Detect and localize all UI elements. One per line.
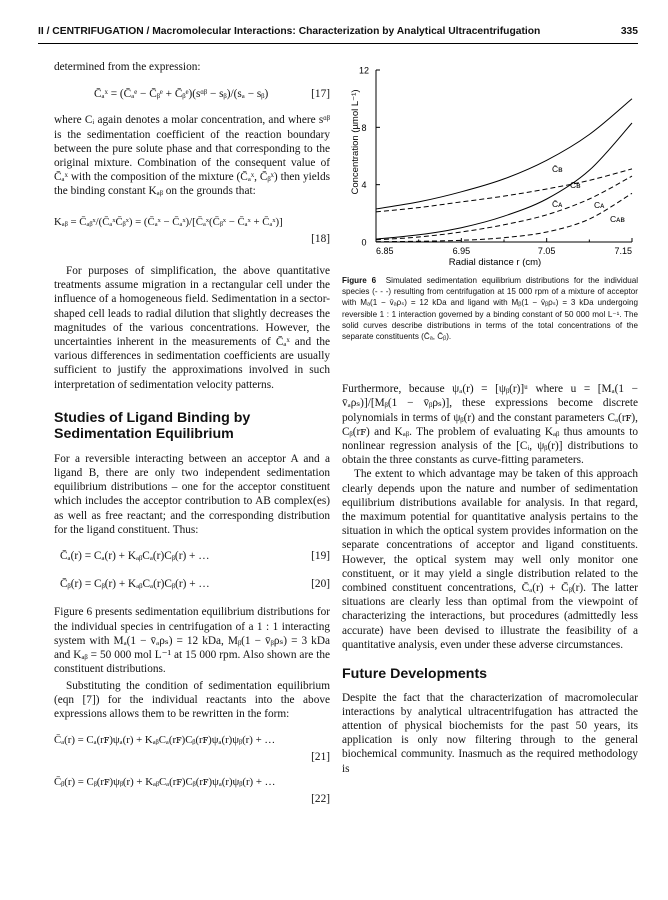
paragraph-future: Despite the fact that the characterization of macromolecular interactions by analytical ultracentrifugation has attracted the attention of physical biochemists for the past 50 years, its application is only now filtering through to the general biochemical community. Inasmuch as the required methodology is: [342, 691, 638, 775]
y-tick-label: 4: [361, 180, 367, 191]
curve-label: Cᴀ: [594, 200, 605, 210]
equation-18-body: Kₐᵦ = C̄ₐᵦˣ/(C̄ₐˣC̄ᵦˣ) = (C̄ₐˣ − C̄ₐˣ)/[C̄ₐˣ(C̄ᵦˣ − C̄ₐˣ + C̄ₐˣ)]: [54, 215, 283, 228]
equation-18: [54, 215, 330, 229]
running-title: II / CENTRIFUGATION / Macromolecular Interactions: Characterization by Analytical Ultracentrifugation: [38, 26, 541, 37]
curve-label: C̄ʙ: [552, 164, 563, 174]
equation-17-body: C̄ₐˣ = (C̄ₐᵉ − C̄ᵦᵉ + C̄ᵦᵉ)(sᵅᵝ − sᵦ)/(sₐ − sᵦ): [94, 88, 269, 101]
equation-19-body: C̄ₐ(r) = Cₐ(r) + KₐᵦCₐ(r)Cᵦ(r) + …: [60, 550, 210, 563]
equation-20: [54, 577, 330, 591]
right-column: [342, 275, 638, 776]
paragraph-where: where Cᵢ again denotes a molar concentration, and where sᵅᵝ is the sedimentation coefficient of the reaction boundary between the pure solute phase and that corresponding to the original mixture. Combination of the consequent value of C̄ₐˣ with the composition of the mixture (C̄ₐˣ, C̄ᵦˣ) then yields the binding constant Kₐᵦ on the grounds that:: [54, 114, 330, 198]
x-tick-label: 7.15: [614, 246, 632, 256]
equation-17-number: [17]: [311, 88, 330, 101]
paragraph-extent: The extent to which advantage may be taken of this approach clearly depends upon the nature and number of sedimentation equilibrium distributions available for analysis. In that regard, the maximum potential for quantitative analysis pertains to the situation in which the optical system provides information on the separate concentrations of acceptor and ligand constituents. However, the optical system may well only monitor one constituent, or it may yield a single distribution related to the combined constituent concentrations, C̄ₐ(r) + C̄ᵦ(r). The latter situations are clearly less than optimal from the viewpoint of characterizing the interactions, but procedures (admittedly less accurate) have been devised to illustrate the feasibility of a quantitative analysis, even under these adverse circumstances.: [342, 468, 638, 651]
left-column: [54, 60, 330, 806]
paragraph-furthermore: Furthermore, because ψₐ(r) = [ψᵦ(r)]ᵘ where u = [Mₐ(1 − v̄ₐρₛ)]/[Mᵦ(1 − v̄ᵦρₛ)], these expressions become discrete polynomials in terms of ψᵦ(r) and the constant parameters Cₐ(rꜰ), Cᵦ(rꜰ) and Kₐᵦ. The problem of evaluating Kₐᵦ thus amounts to nonlinear regression analysis of the [Cᵢ, ψᵦ(r)] distributions to obtain the three constants as curve-fitting parameters.: [342, 383, 638, 467]
figure-6-chart: [342, 62, 638, 270]
equation-22: [54, 775, 330, 789]
y-tick-label: 8: [361, 122, 367, 133]
x-tick-label: 7.05: [537, 246, 556, 256]
series-total-ligand: [376, 99, 632, 209]
y-tick-label: 12: [358, 65, 370, 76]
y-tick-label: 0: [361, 237, 367, 248]
paragraph-figure6: Figure 6 presents sedimentation equilibrium distributions for the individual species in centrifugation of a 1 : 1 interacting system with Mₐ(1 − v̄ₐρₛ) = 12 kDa, Mᵦ(1 − v̄ᵦρₛ) = 3 kDa and Kₐᵦ = 50 000 mol L⁻¹ at 15 000 rpm. Also shown are the constituent distributions.: [54, 606, 330, 676]
curve-label: Cᴀʙ: [610, 214, 625, 224]
header-rule: [38, 43, 638, 44]
equation-19: [54, 549, 330, 563]
equation-22-body: C̄ᵦ(r) = Cᵦ(rꜰ)ψᵦ(r) + KₐᵦCₐ(rꜰ)Cᵦ(rꜰ)ψₐ(r)ψᵦ(r) + …: [54, 775, 276, 788]
page-number: 335: [620, 26, 638, 37]
curve-label: C̄ᴀ: [552, 199, 563, 209]
x-tick-label: 6.85: [376, 246, 394, 256]
equation-17: [54, 87, 330, 101]
paragraph-simplification: For purposes of simplification, the above quantitative treatments assume migration in a rectangular cell under the influence of a homogeneous field. Sedimentation in a sector-shaped cell leads to radial dilution that slightly decreases the magnitudes of the various concentrations. However, the uncertainties inherent in the measurements of C̄ₐˣ and the various differences in sedimentation coefficients are usually sufficient to justify the approximations involved in such interpretation of sedimentation velocity patterns.: [54, 265, 330, 391]
figure-6-caption: [342, 275, 638, 342]
figure-6-caption-text: Simulated sedimentation equilibrium distributions for the individual species (- - -) resulting from centrifugation at 15 000 rpm of a mixture of acceptor with Mₐ(1 − v̄ₐρₛ) = 12 kDa and ligand with Mᵦ(1 − v̄ᵦρₛ) = 3 kDa undergoing reversible 1 : 1 interaction governed by a binding constant of 50 000 mol L⁻¹. The solid curves describe distributions in terms of the total concentrations of the separate constituents (C̄ₐ, C̄ᵦ).: [342, 276, 638, 342]
paragraph-reversible: For a reversible interacting between an acceptor A and a ligand B, there are only two independent sedimentation equilibrium distributions – one for the acceptor constituent which includes the acceptor contribution to AB complex(es) as well as free reactant; and the corresponding distribution for the ligand constituent. Thus:: [54, 452, 330, 536]
intro-line: determined from the expression:: [54, 61, 201, 73]
equation-21: [54, 733, 330, 747]
equation-21-body: C̄ₐ(r) = Cₐ(rꜰ)ψₐ(r) + KₐᵦCₐ(rꜰ)Cᵦ(rꜰ)ψₐ(r)ψᵦ(r) + …: [54, 734, 276, 747]
heading-future-developments: Future Developments: [342, 666, 488, 683]
equation-21-number: [21]: [311, 751, 330, 764]
equation-20-number: [20]: [311, 578, 330, 591]
equation-18-number-row: [54, 232, 330, 246]
equation-18-number: [18]: [311, 232, 330, 245]
equation-19-number: [19]: [311, 550, 330, 563]
equation-21-number-row: [54, 750, 330, 764]
figure-6-caption-label: Figure 6: [342, 276, 377, 285]
paragraph-substituting: Substituting the condition of sedimentation equilibrium (eqn [7]) for the individual reactants into the above expressions allows them to be rewritten in the form:: [54, 679, 330, 720]
curve-label: Cʙ: [570, 180, 581, 190]
chart-x-label: Radial distance r (cm): [448, 257, 542, 268]
chart-y-label: Concentration (µmol L⁻¹): [350, 89, 361, 195]
x-tick-label: 6.95: [452, 246, 471, 256]
equation-22-number: [22]: [311, 792, 330, 805]
running-header: [38, 26, 638, 42]
series-total-acceptor: [376, 123, 632, 239]
equation-22-number-row: [54, 792, 330, 806]
equation-20-body: C̄ᵦ(r) = Cᵦ(r) + KₐᵦCₐ(r)Cᵦ(r) + …: [60, 578, 210, 591]
heading-ligand-binding: Studies of Ligand Binding by Sedimentation Equilibrium: [54, 409, 251, 443]
